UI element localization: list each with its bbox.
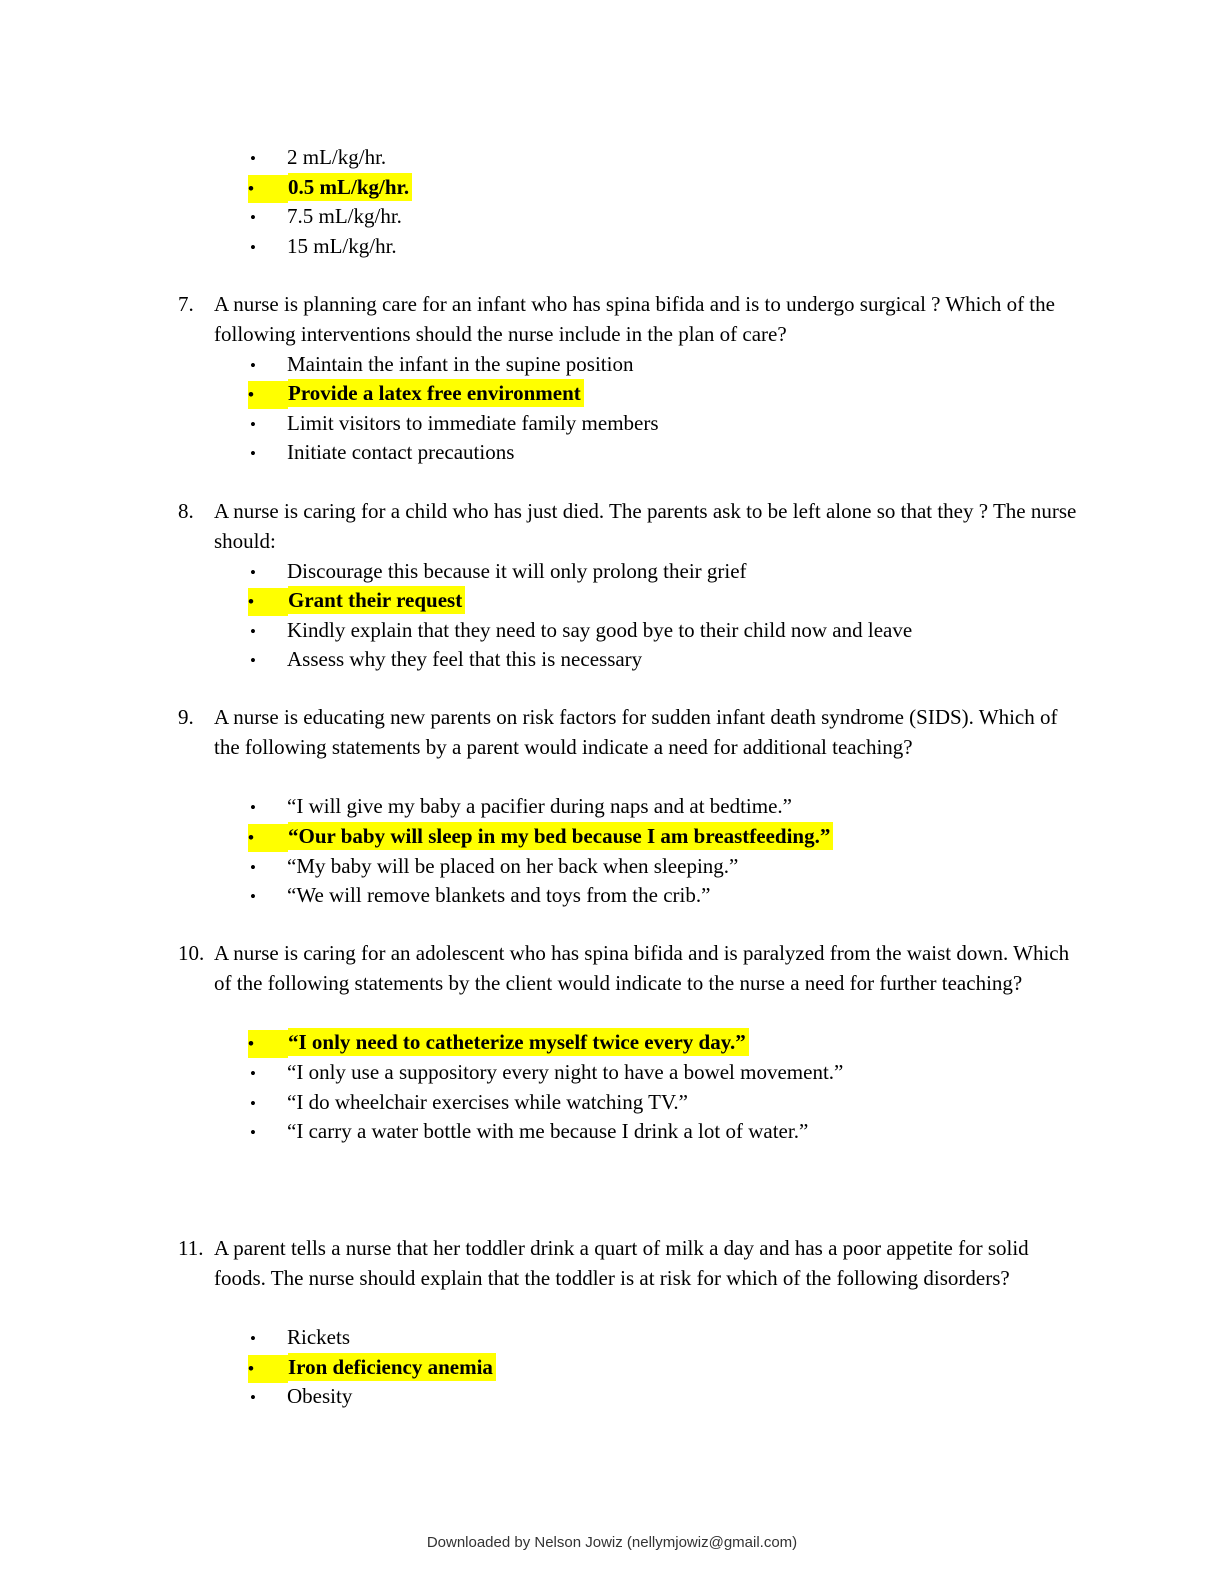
question-stem: A parent tells a nurse that her toddler drink a quart of milk a day and has a poor appetite for solid foods. The nurse should explain that the toddler is at risk for which of the following disorders? bbox=[214, 1236, 1034, 1290]
bullet-icon: • bbox=[250, 1123, 256, 1142]
option-text: “My baby will be placed on her back when sleeping.” bbox=[287, 854, 739, 878]
option-text: Provide a latex free environment bbox=[288, 379, 584, 407]
option-text: Rickets bbox=[287, 1325, 350, 1349]
question-stem: A nurse is educating new parents on risk factors for sudden infant death syndrome (SIDS). Which of the following statements by a parent would indicate a need for additional teaching? bbox=[214, 705, 1063, 759]
option-text: Kindly explain that they need to say good bye to their child now and leave bbox=[287, 618, 913, 642]
bullet-icon: • bbox=[248, 1030, 288, 1058]
question-stem: A nurse is planning care for an infant who has spina bifida and is to undergo surgical ? Which of the following interventions should the nurse include in the plan of care? bbox=[214, 292, 1061, 346]
bullet-icon: • bbox=[250, 563, 256, 582]
option-text: Initiate contact precautions bbox=[287, 440, 515, 464]
question-8 bbox=[178, 497, 1082, 556]
bullet-icon: • bbox=[248, 588, 288, 616]
option-text: Assess why they feel that this is necessary bbox=[287, 647, 643, 671]
q11-option-3 bbox=[248, 1381, 355, 1411]
q7-option-4 bbox=[248, 437, 517, 467]
option-text: Grant their request bbox=[288, 586, 465, 614]
option-text: Maintain the infant in the supine position bbox=[287, 352, 634, 376]
q8-option-4 bbox=[248, 644, 645, 674]
question-number: 9. bbox=[178, 705, 194, 729]
bullet-icon: • bbox=[250, 415, 256, 434]
bullet-icon: • bbox=[250, 1064, 256, 1083]
option-text: Limit visitors to immediate family members bbox=[287, 411, 659, 435]
q6-option-3 bbox=[248, 201, 405, 231]
bullet-icon: • bbox=[250, 1388, 256, 1407]
q8-option-1 bbox=[248, 556, 750, 586]
q7-option-1 bbox=[248, 349, 636, 379]
option-text: 7.5 mL/kg/hr. bbox=[287, 204, 402, 228]
option-text: “I only need to catheterize myself twice every day.” bbox=[288, 1028, 749, 1056]
option-text: “We will remove blankets and toys from the crib.” bbox=[287, 883, 711, 907]
bullet-icon: • bbox=[250, 798, 256, 817]
bullet-icon: • bbox=[250, 208, 256, 227]
question-number: 11. bbox=[178, 1236, 204, 1260]
option-text: Obesity bbox=[287, 1384, 353, 1408]
download-footer: Downloaded by Nelson Jowiz (nellymjowiz@gmail.com) bbox=[426, 1534, 798, 1551]
option-text: 2 mL/kg/hr. bbox=[287, 145, 387, 169]
q7-option-2-correct bbox=[248, 378, 584, 408]
q10-option-1-correct bbox=[248, 1027, 749, 1057]
option-text: “I will give my baby a pacifier during naps and at bedtime.” bbox=[287, 794, 792, 818]
q9-option-2-correct bbox=[248, 821, 833, 851]
option-text: 0.5 mL/kg/hr. bbox=[288, 173, 412, 201]
question-stem: A nurse is caring for an adolescent who has spina bifida and is paralyzed from the waist down. Which of the following statements by the client would indicate to the nurse a need for further teaching? bbox=[214, 941, 1075, 995]
option-text: “Our baby will sleep in my bed because I am breastfeeding.” bbox=[288, 822, 833, 850]
bullet-icon: • bbox=[250, 651, 256, 670]
q11-option-2-correct bbox=[248, 1352, 496, 1382]
bullet-icon: • bbox=[250, 1329, 256, 1348]
q8-option-3 bbox=[248, 615, 915, 645]
bullet-icon: • bbox=[250, 887, 256, 906]
q9-option-4 bbox=[248, 880, 713, 910]
bullet-icon: • bbox=[250, 858, 256, 877]
q10-option-3 bbox=[248, 1087, 691, 1117]
q9-option-1 bbox=[248, 791, 795, 821]
question-10 bbox=[178, 939, 1078, 998]
option-text: “I carry a water bottle with me because I drink a lot of water.” bbox=[287, 1119, 809, 1143]
bullet-icon: • bbox=[248, 1355, 288, 1383]
option-text: “I do wheelchair exercises while watching TV.” bbox=[287, 1090, 688, 1114]
q9-option-3 bbox=[248, 851, 741, 881]
q11-option-1 bbox=[248, 1322, 353, 1352]
option-text: Discourage this because it will only prolong their grief bbox=[287, 559, 747, 583]
q6-option-4 bbox=[248, 231, 400, 261]
bullet-icon: • bbox=[248, 175, 288, 203]
question-stem: A nurse is caring for a child who has just died. The parents ask to be left alone so that they ? The nurse should: bbox=[214, 499, 1082, 553]
question-11 bbox=[178, 1234, 1078, 1293]
bullet-icon: • bbox=[250, 622, 256, 641]
q10-option-2 bbox=[248, 1057, 846, 1087]
bullet-icon: • bbox=[250, 1094, 256, 1113]
option-text: Iron deficiency anemia bbox=[288, 1353, 496, 1381]
q6-option-2-correct bbox=[248, 172, 412, 202]
bullet-icon: • bbox=[250, 444, 256, 463]
bullet-icon: • bbox=[248, 824, 288, 852]
option-text: 15 mL/kg/hr. bbox=[287, 234, 397, 258]
option-text: “I only use a suppository every night to have a bowel movement.” bbox=[287, 1060, 844, 1084]
question-7 bbox=[178, 290, 1078, 349]
question-number: 7. bbox=[178, 292, 194, 316]
bullet-icon: • bbox=[250, 149, 256, 168]
question-number: 10. bbox=[178, 941, 205, 965]
question-number: 8. bbox=[178, 499, 194, 523]
question-9 bbox=[178, 703, 1078, 762]
bullet-icon: • bbox=[248, 381, 288, 409]
q10-option-4 bbox=[248, 1116, 811, 1146]
q6-option-1 bbox=[248, 142, 389, 172]
bullet-icon: • bbox=[250, 238, 256, 257]
q8-option-2-correct bbox=[248, 585, 465, 615]
bullet-icon: • bbox=[250, 356, 256, 375]
q7-option-3 bbox=[248, 408, 662, 438]
